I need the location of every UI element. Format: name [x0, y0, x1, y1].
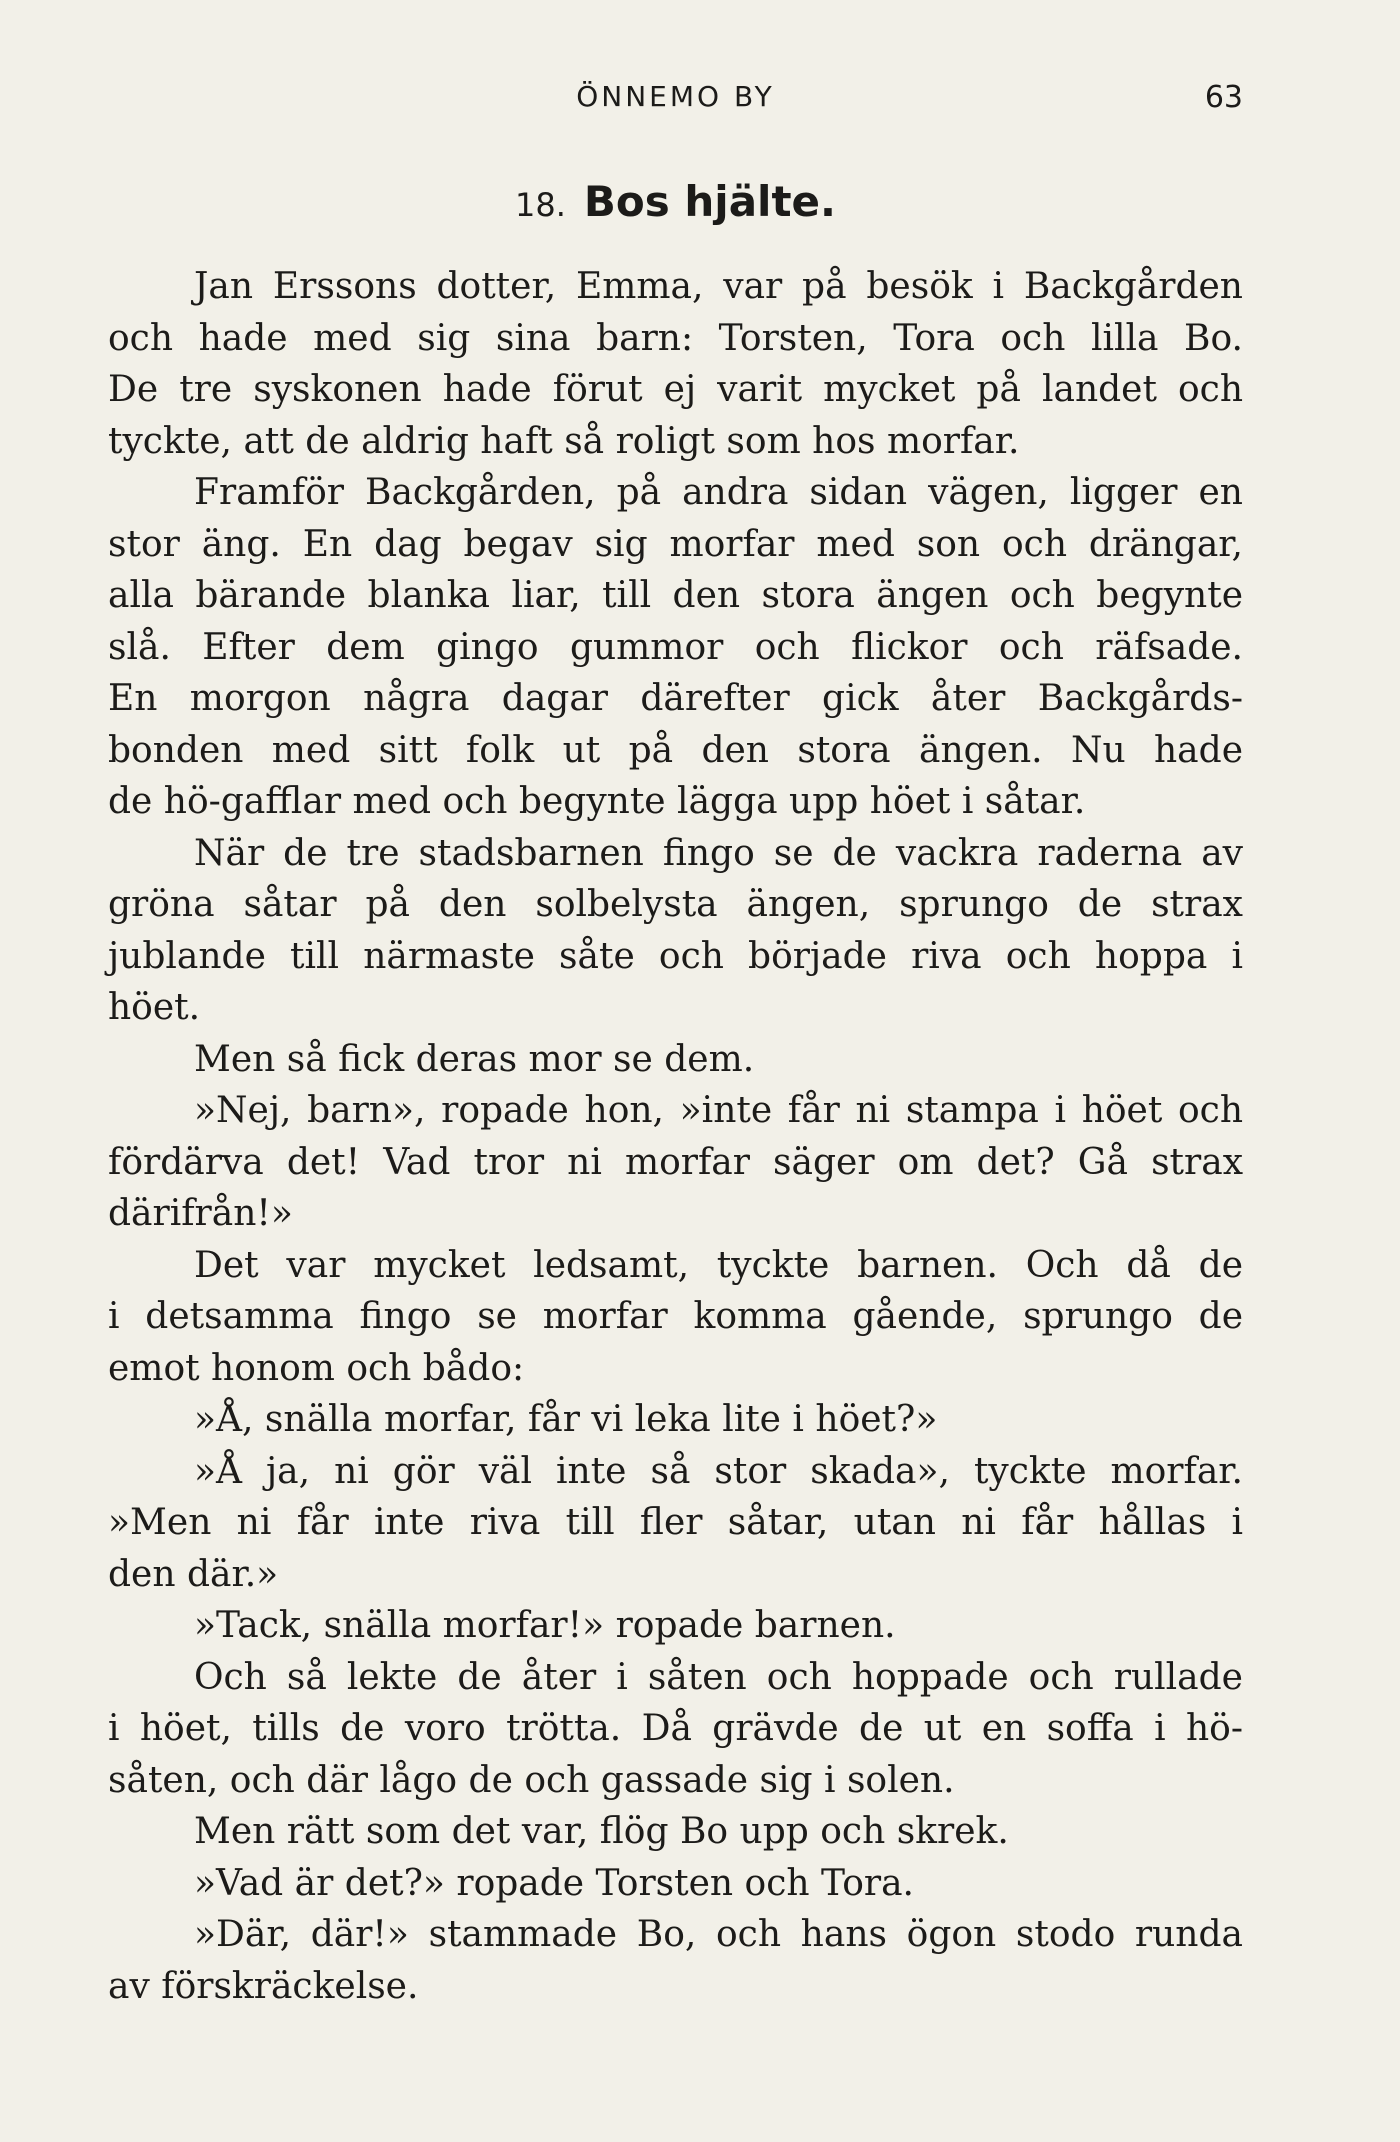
text-line: den där.»: [108, 1553, 279, 1595]
text-line: Det var mycket ledsamt, tyckte barnen. Och då de: [194, 1244, 1243, 1286]
text-line: »Där, där!» stammade Bo, och hans ögon stodo runda: [194, 1914, 1243, 1955]
text-line: Framför Backgården, på andra sidan vägen, ligger en: [194, 472, 1243, 513]
text-line: »Vad är det?» ropade Torsten och Tora.: [194, 1862, 914, 1904]
text-line: höet.: [108, 987, 201, 1028]
chapter-title: Bos hjälte.: [583, 177, 836, 226]
text-line: Men rätt som det var, flög Bo upp och skrek.: [194, 1811, 1009, 1852]
text-line: »Nej, barn», ropade hon, »inte får ni stampa i höet och: [194, 1090, 1243, 1131]
text-line: En morgon några dagar därefter gick åter Backgårds-: [108, 678, 1243, 719]
text-line: slå. Efter dem gingo gummor och flickor och räfsade.: [108, 626, 1243, 668]
text-line: fördärva det! Vad tror ni morfar säger om det? Gå strax: [108, 1141, 1243, 1183]
running-title: ÖNNEMO BY: [576, 80, 775, 113]
running-head: [108, 80, 1243, 120]
text-line: alla bärande blanka liar, till den stora ängen och begynte: [108, 575, 1243, 616]
text-line: Och så lekte de åter i såten och hoppade och rullade: [194, 1656, 1243, 1698]
text-line: såten, och där lågo de och gassade sig i solen.: [108, 1759, 955, 1801]
text-line: därifrån!»: [108, 1193, 293, 1234]
text-line: bonden med sitt folk ut på den stora ängen. Nu hade: [108, 729, 1243, 771]
text-line: »Å ja, ni gör väl inte så stor skada», tyckte morfar.: [194, 1450, 1243, 1492]
text-line: i detsamma fingo se morfar komma gående, sprungo de: [108, 1296, 1243, 1337]
page-number: 63: [1204, 80, 1243, 115]
text-line: gröna såtar på den solbelysta ängen, sprungo de strax: [108, 884, 1243, 925]
text-line: emot honom och bådo:: [108, 1347, 525, 1389]
chapter-number: 18.: [515, 186, 566, 224]
body-text: [108, 261, 1243, 2012]
text-line: stor äng. En dag begav sig morfar med son och drängar,: [108, 523, 1243, 565]
text-line: i höet, tills de voro trötta. Då grävde de ut en soffa i hö-: [108, 1708, 1243, 1749]
text-line: och hade med sig sina barn: Torsten, Tora och lilla Bo.: [108, 317, 1243, 359]
text-line: »Tack, snälla morfar!» ropade barnen.: [194, 1605, 896, 1646]
text-line: Jan Erssons dotter, Emma, var på besök i Backgården: [194, 266, 1243, 307]
text-line: de hö-gafflar med och begynte lägga upp höet i såtar.: [108, 781, 1086, 822]
text-line: jublande till närmaste såte och började riva och hoppa i: [108, 935, 1243, 977]
text-line: De tre syskonen hade förut ej varit mycket på landet och: [108, 369, 1243, 410]
chapter-heading: [108, 178, 1243, 229]
text-line: »Å, snälla morfar, får vi leka lite i höet?»: [194, 1399, 938, 1440]
text-line: När de tre stadsbarnen fingo se de vackra raderna av: [194, 832, 1243, 874]
text-line: »Men ni får inte riva till fler såtar, utan ni får hållas i: [108, 1502, 1243, 1543]
text-line: av förskräckelse.: [108, 1965, 419, 2007]
text-line: Men så fick deras mor se dem.: [194, 1038, 755, 1080]
text-line: tyckte, att de aldrig haft så roligt som hos morfar.: [108, 420, 1020, 462]
